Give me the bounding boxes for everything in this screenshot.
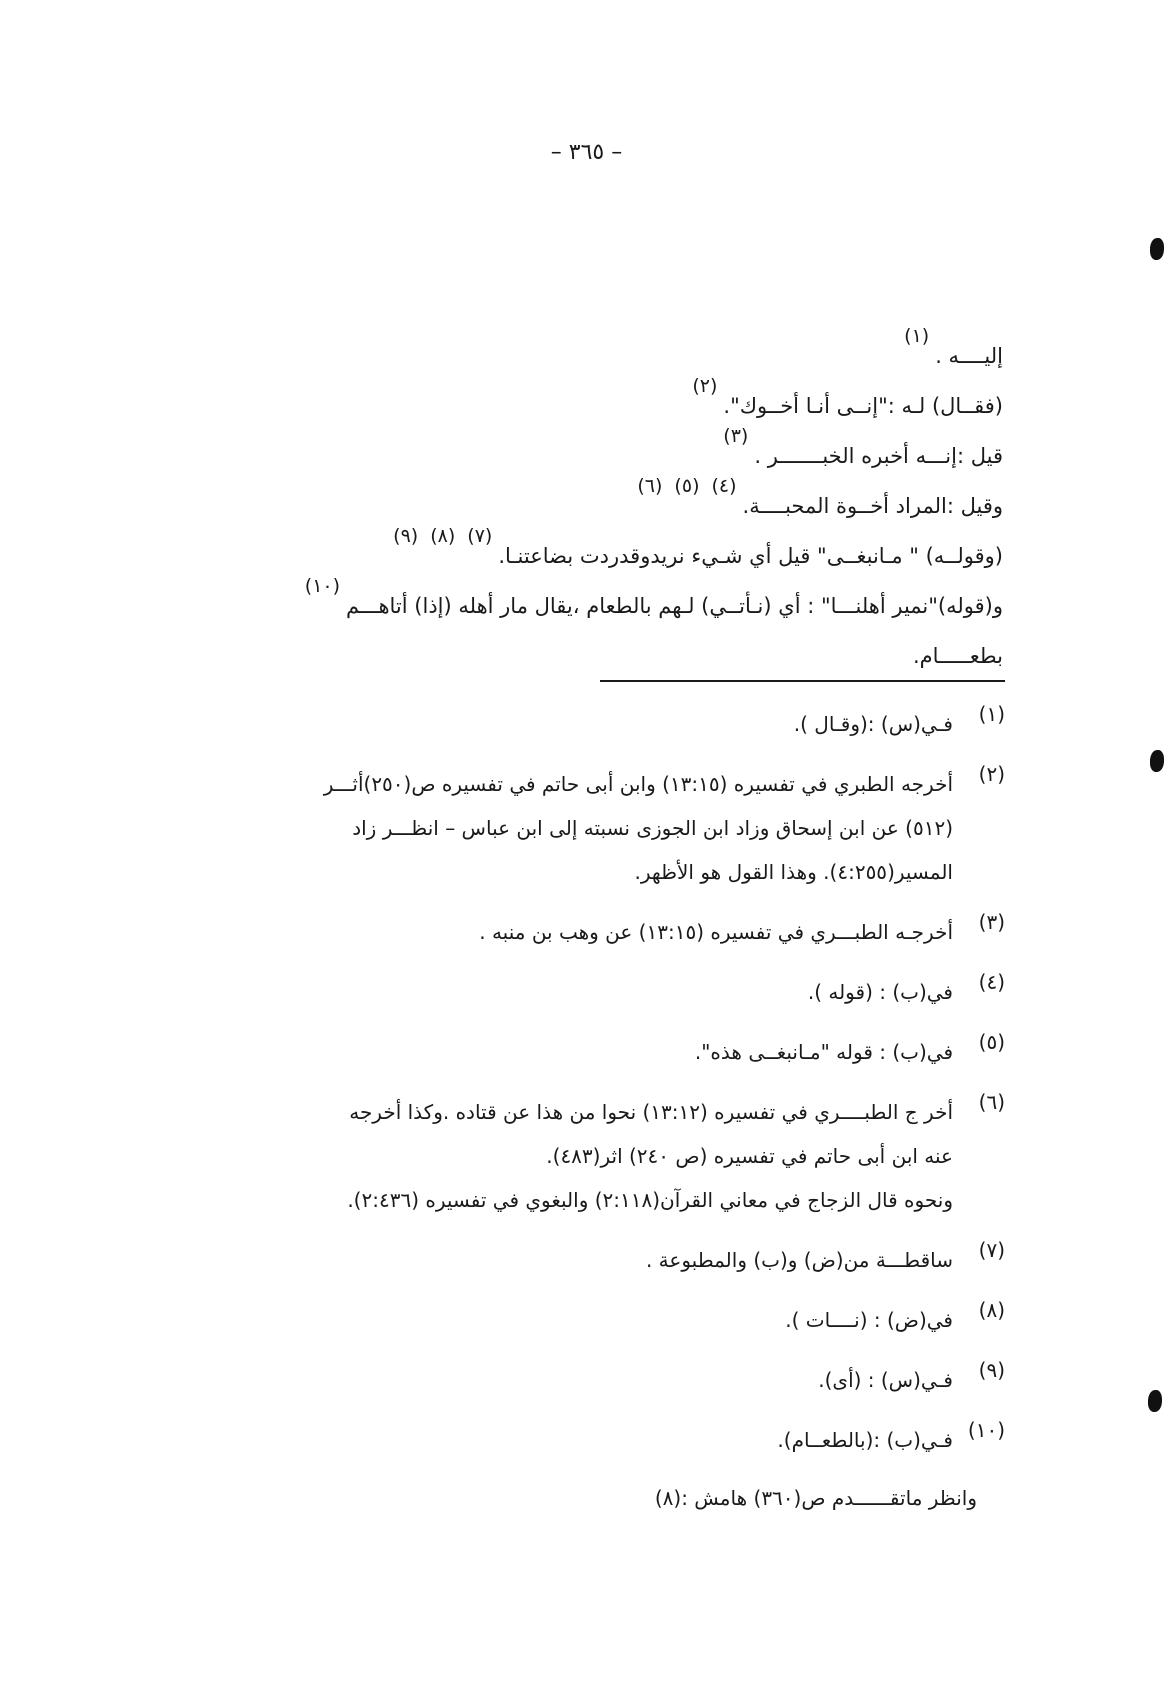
footnote-marker: (٥) (674, 475, 700, 497)
body-line-text: قيل :إنـــه أخبره الخبـــــــر . (754, 444, 1003, 468)
footnote-marker: (٧) (467, 525, 493, 547)
footnote-lines (125, 1090, 953, 1222)
footnote-number: (٥) (978, 1030, 1005, 1054)
page-number: – ٣٦٥ – (550, 140, 623, 165)
footnote-marker: (٩) (393, 525, 419, 547)
footnote-marker: (٤) (711, 475, 737, 497)
footnote-marker: (٣) (723, 425, 749, 447)
footnote-line: أخرجـه الطبـــري في تفسيره (١٣:١٥) عن وهب بن منبه . (479, 920, 953, 944)
body-line-text: بطعـــــام. (912, 644, 1003, 668)
footnote-item (125, 1298, 1005, 1342)
footnote-lines (125, 1418, 953, 1462)
footnote-line: في(ض) : (نــــات ). (785, 1308, 953, 1332)
footnote-item (125, 762, 1005, 894)
body-line-text: و(قوله)"نمير أهلنـــا" : أي (نـأتــي) لـهم بالطعام ،يقال مار أهله (إذا) أتاهـــم (346, 594, 1003, 618)
footnote-marker: (٢) (692, 375, 718, 397)
footnote-item (125, 1358, 1005, 1402)
body-line-text: إليــــه . (935, 344, 1003, 368)
footnote-number: (٧) (978, 1238, 1005, 1262)
footnote-lines (125, 970, 953, 1014)
scan-blot (1150, 238, 1164, 260)
footnote-line: (٥١٢) عن ابن إسحاق وزاد ابن الجوزى نسبته إلى ابن عباس – انظـــر زاد (352, 816, 953, 840)
footnote-number: (٩) (978, 1358, 1005, 1382)
footnote-line: في(ب) : قوله "مـانبغــى هذه". (694, 1040, 953, 1064)
body-line (143, 518, 1003, 568)
footnote-divider (600, 680, 1005, 682)
footnote-number: (٤) (978, 970, 1005, 994)
footnote-item (125, 910, 1005, 954)
footnote-number: (٣) (978, 910, 1005, 934)
footnote-line: في(ب) : (قوله ). (807, 980, 953, 1004)
footnote-line: فـي(س) :(وقـال ). (793, 712, 953, 736)
footnote-item (125, 702, 1005, 746)
body-line (143, 468, 1003, 518)
footnote-line: عنه ابن أبى حاتم في تفسيره (ص ٢٤٠) اثر(٤٨٣). (546, 1144, 953, 1168)
footnote-lines (125, 1298, 953, 1342)
footnote-line: ونحوه قال الزجاج في معاني القرآن(٢:١١٨) والبغوي في تفسيره (٢:٤٣٦). (347, 1188, 953, 1212)
footnote-item (125, 970, 1005, 1014)
body-line (143, 418, 1003, 468)
footnote-item (125, 1418, 1005, 1462)
footnote-number: (١٠) (967, 1418, 1005, 1442)
footnote-marker: (٨) (430, 525, 456, 547)
footnote-lines (125, 1238, 953, 1282)
body-text (143, 318, 1003, 668)
footnote-line: فـي(س) : (أى). (818, 1368, 953, 1392)
footnote-lines (125, 702, 953, 746)
footnote-lines (125, 1358, 953, 1402)
footnote-marker: (٦) (637, 475, 663, 497)
closing-note: وانظر ماتقــــــدم ص(٣٦٠) هامش :(٨) (654, 1486, 977, 1510)
footnote-number: (٦) (978, 1090, 1005, 1114)
footnote-line: فـي(ب) :(بالطعــام). (777, 1428, 953, 1452)
footnote-lines (125, 1030, 953, 1074)
footnote-item (125, 1030, 1005, 1074)
footnote-item (125, 1238, 1005, 1282)
scan-blot (1148, 1390, 1162, 1412)
footnote-line: أخر ج الطبــــري في تفسيره (١٣:١٢) نحوا من هذا عن قتاده .وكذا أخرجه (349, 1100, 953, 1124)
body-line (143, 618, 1003, 668)
footnote-number: (١) (978, 702, 1005, 726)
footnote-lines (125, 762, 953, 894)
body-line (143, 368, 1003, 418)
footnote-marker: (١٠) (304, 575, 341, 597)
body-line (143, 568, 1003, 618)
footnote-marker: (١) (904, 325, 930, 347)
footnote-line: المسير(٤:٢٥٥). وهذا القول هو الأظهر. (634, 860, 953, 884)
footnote-lines (125, 910, 953, 954)
body-line-text: وقيل :المراد أخــوة المحبــــة. (742, 494, 1003, 518)
body-line (143, 318, 1003, 368)
footnote-line: أخرجه الطبري في تفسيره (١٣:١٥) وابن أبى حاتم في تفسيره ص(٢٥٠)أثـــر (323, 772, 953, 796)
footnote-number: (٨) (978, 1298, 1005, 1322)
footnote-item (125, 1090, 1005, 1222)
footnote-number: (٢) (978, 762, 1005, 786)
scan-blot (1150, 750, 1164, 772)
body-line-text: (فقــال) لـه :"إنــى أنـا أخــوك". (723, 394, 1003, 418)
footnotes-section (125, 702, 1005, 1518)
body-line-text: (وقولــه) " مـانبغــى" قيل أي شـيء نريدوقدردت بضاعتنـا. (498, 544, 1003, 568)
footnote-line: ساقطـــة من(ض) و(ب) والمطبوعة . (645, 1248, 953, 1272)
